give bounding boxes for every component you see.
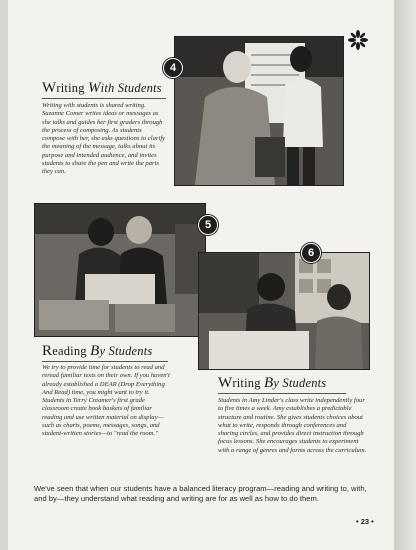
page-number: • 23 • (356, 517, 374, 526)
section-body: Writing with students is shared writing. Suzanne Comer writes ideas or messages as she talks and guides her first graders through the process of composing. As students compose with her, she asks questions to clarify the meaning of the message, talks about its purpose and intended audience, and invites students to share the pen and write the parts they can. (42, 102, 166, 176)
footer-paragraph: We've seen that when our students have a balanced literacy program—reading and writing to, with, and by—they understand what reading and writing are for as well as how to do them. (34, 484, 367, 503)
photo-students-writing (198, 252, 370, 370)
section-heading: Writing With Students (42, 80, 162, 96)
heading-rule (42, 98, 166, 99)
section-body: Students in Amy Linder's class write independently four to five times a week. Amy establishes a predictable structure and routine. She gives students choices about what to write, responds through conferences and sharing circles, and provides direct instruction through focus lessons. She encourages students to experiment with a range of genres and forms across the curriculum. (218, 397, 367, 454)
section-body: We try to provide time for students to read and reread familiar texts on their own. If you haven't already established a DEAR (Drop Everything And Read) time, you might want to try it. Students in Terry Creamer's first grade classroom create book baskets of familiar reading and use written material on display—such as charts, poems, messages, songs, and student-written stories—to "read the room." (42, 364, 170, 438)
photo-teacher-writing-with-student (174, 36, 344, 186)
section-number-badge: 5 (198, 215, 218, 235)
flower-icon (348, 30, 368, 50)
book-page (8, 0, 394, 550)
heading-rule (218, 393, 346, 394)
section-number-badge: 4 (163, 58, 183, 78)
heading-rule (42, 361, 168, 362)
section-heading: Writing By Students (218, 375, 327, 391)
photo-students-reading (34, 203, 206, 337)
section-heading: Reading By Students (42, 343, 153, 359)
page-edge-shadow (394, 0, 416, 550)
section-number-badge: 6 (301, 243, 321, 263)
